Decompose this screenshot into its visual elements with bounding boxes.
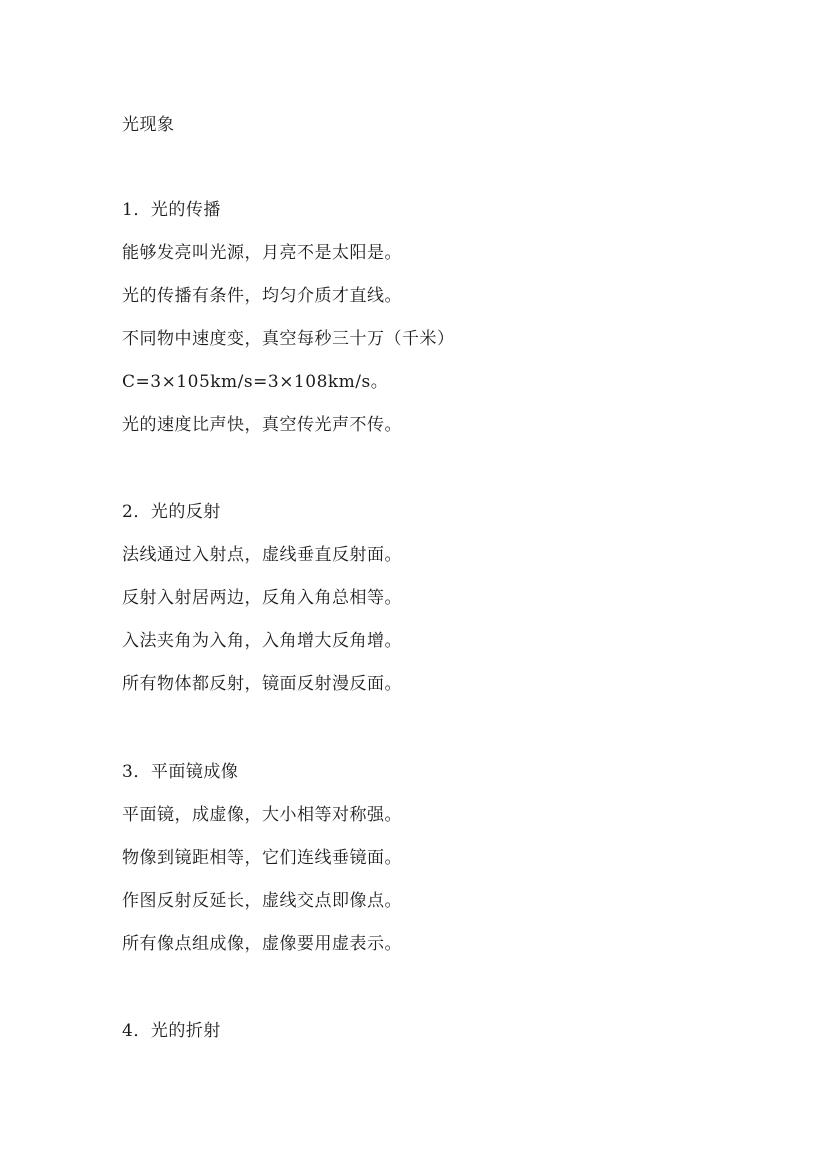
- section-1-heading: 1．光的传播: [122, 200, 221, 220]
- section-3-line: 作图反射反延长，虚线交点即像点。: [122, 891, 402, 911]
- section-2-line: 法线通过入射点，虚线垂直反射面。: [122, 545, 402, 565]
- section-1-line: C=3×105km/s=3×108km/s。: [122, 372, 389, 392]
- section-1-line: 能够发亮叫光源，月亮不是太阳是。: [122, 243, 402, 263]
- section-1-line: 光的传播有条件，均匀介质才直线。: [122, 286, 402, 306]
- section-2-heading: 2．光的反射: [122, 502, 221, 522]
- section-3-heading: 3．平面镜成像: [122, 762, 239, 782]
- section-3-line: 物像到镜距相等，它们连线垂镜面。: [122, 848, 402, 868]
- section-2-line: 入法夹角为入角，入角增大反角增。: [122, 631, 402, 651]
- section-1-line: 不同物中速度变，真空每秒三十万（千米）: [122, 329, 455, 349]
- section-2-line: 所有物体都反射，镜面反射漫反面。: [122, 674, 402, 694]
- section-4-heading: 4．光的折射: [122, 1021, 221, 1041]
- section-2-line: 反射入射居两边，反角入角总相等。: [122, 588, 402, 608]
- section-3-line: 所有像点组成像，虚像要用虚表示。: [122, 934, 402, 954]
- section-3-line: 平面镜，成虚像，大小相等对称强。: [122, 805, 402, 825]
- document-title: 光现象: [122, 115, 175, 135]
- section-1-line: 光的速度比声快，真空传光声不传。: [122, 415, 402, 435]
